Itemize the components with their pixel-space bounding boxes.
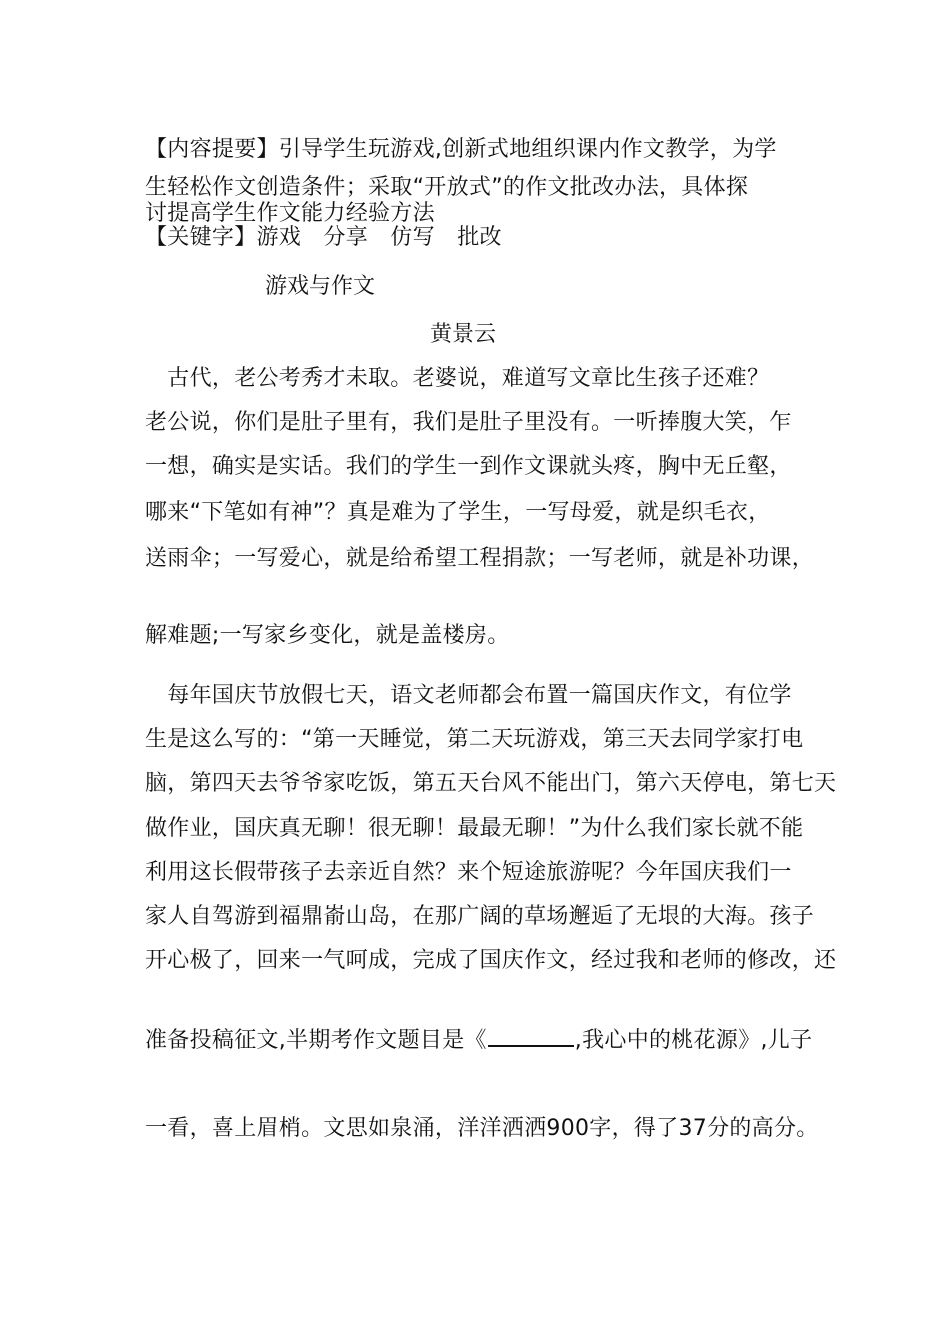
paragraph2-line-2: 生是这么写的：“第一天睡觉，第二天玩游戏，第三天去同学家打电 [145, 727, 804, 752]
blank-prefix-text: 准备投稿征文,半期考作文题目是《 [145, 1028, 487, 1053]
paragraph1-line-5: 送雨伞；一写爱心，就是给希望工程捐款；一写老师，就是补功课， [145, 546, 815, 571]
article-title: 游戏与作文 [265, 274, 376, 299]
paragraph2-line-8 [145, 1025, 812, 1054]
paragraph1-line-2: 老公说，你们是肚子里有，我们是肚子里没有。一听捧腹大笑，乍 [145, 410, 792, 435]
paragraph2-line-4: 做作业，国庆真无聊！很无聊！最最无聊！”为什么我们家长就不能 [145, 816, 804, 841]
paragraph2-line-7: 开心极了，回来一气呵成，完成了国庆作文，经过我和老师的修改，还 [145, 948, 837, 973]
article-author: 黄景云 [430, 322, 497, 347]
fill-in-blank [488, 1025, 574, 1047]
paragraph2-line-9: 一看，喜上眉梢。文思如泉涌，洋洋洒洒900字，得了37分的高分。 [145, 1116, 819, 1141]
paragraph2-line-6: 家人自驾游到福鼎嵛山岛，在那广阔的草场邂逅了无垠的大海。孩子 [145, 904, 815, 929]
paragraph1-line-6: 解难题;一写家乡变化，就是盖楼房。 [145, 623, 510, 648]
keywords-line: 【关键字】游戏 分享 仿写 批改 [145, 225, 502, 250]
paragraph2-line-5: 利用这长假带孩子去亲近自然？来个短途旅游呢？今年国庆我们一 [145, 860, 792, 885]
abstract-line-3: 讨提高学生作文能力经验方法 [145, 201, 435, 226]
paragraph1-line-4: 哪来“下笔如有神”？真是难为了学生，一写母爱，就是织毛衣， [145, 500, 771, 525]
paragraph2-line-3: 脑，第四天去爷爷家吃饭，第五天台风不能出门，第六天停电，第七天 [145, 771, 837, 796]
paragraph1-line-3: 一想，确实是实话。我们的学生一到作文课就头疼，胸中无丘壑， [145, 454, 792, 479]
paragraph2-line-1: 每年国庆节放假七天，语文老师都会布置一篇国庆作文，有位学 [145, 683, 792, 708]
blank-suffix-text: ,我心中的桃花源》,儿子 [574, 1028, 813, 1053]
paragraph1-line-1: 古代，老公考秀才未取。老婆说，难道写文章比生孩子还难？ [145, 366, 770, 391]
abstract-line-2: 生轻松作文创造条件；采取“开放式”的作文批改办法，具体探 [145, 175, 749, 200]
abstract-line-1: 【内容提要】引导学生玩游戏,创新式地组织课内作文教学，为学 [145, 137, 777, 162]
